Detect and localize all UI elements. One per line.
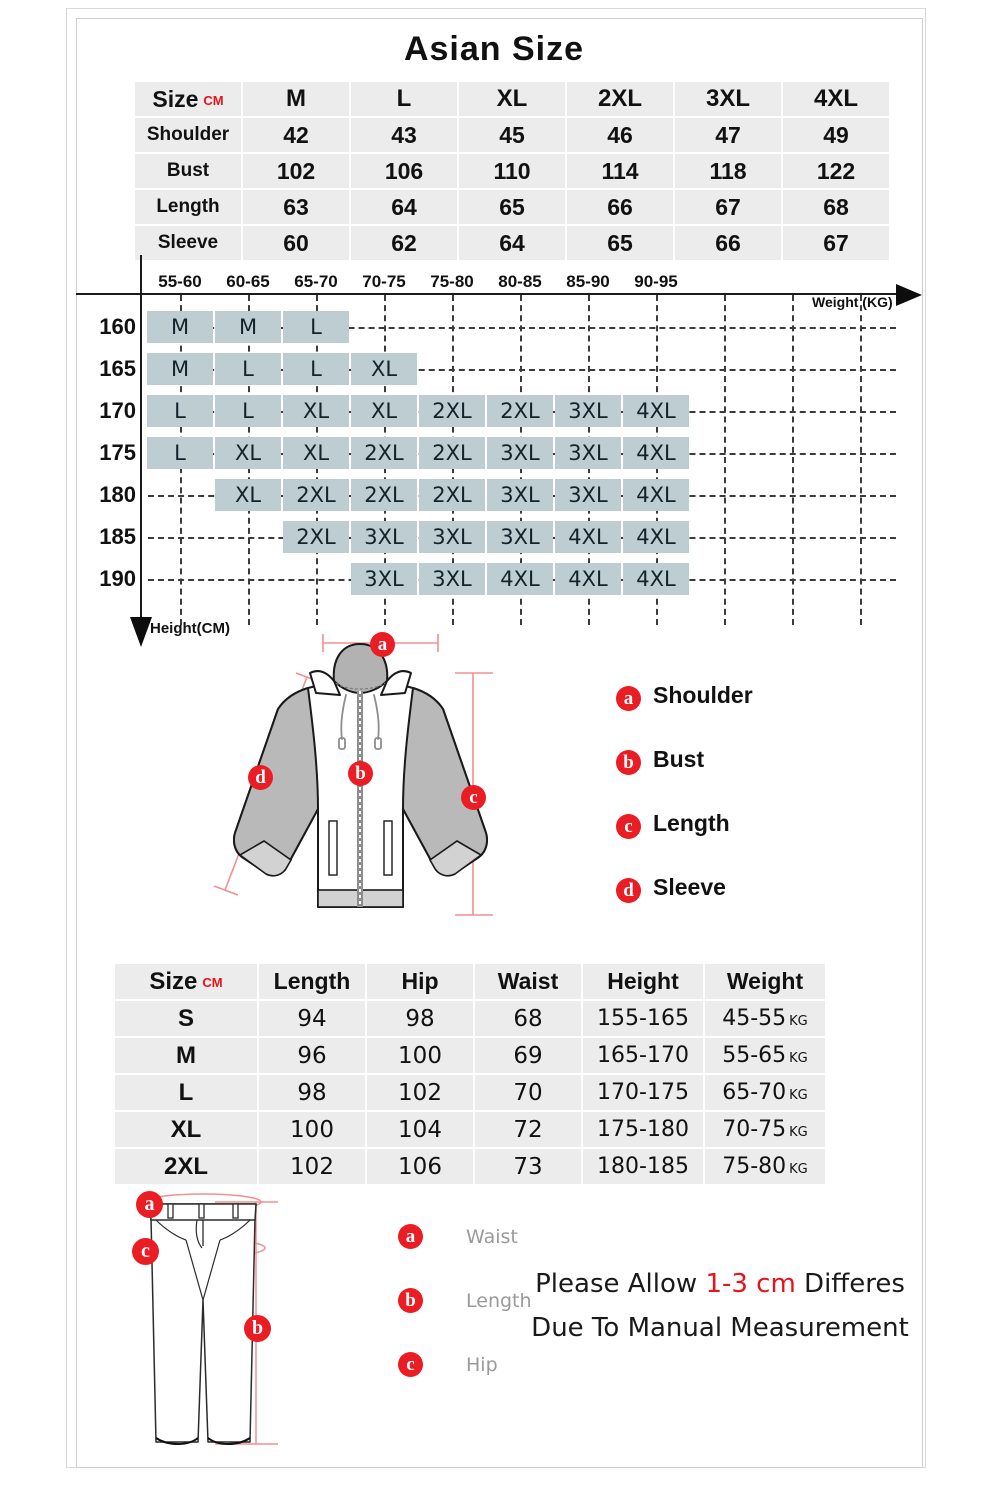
size-matrix-cell: XL	[283, 395, 349, 427]
legend-item	[616, 810, 906, 874]
size-matrix-cell: M	[215, 311, 281, 343]
jacket-measurement-legend	[616, 682, 906, 938]
table-cell-waist: 72	[475, 1112, 581, 1147]
table-cell-waist: 68	[475, 1001, 581, 1036]
disclaimer-tolerance: 1-3 cm	[705, 1269, 796, 1299]
pants-legend-label-length: Length	[466, 1290, 532, 1312]
column-header: 4XL	[783, 82, 889, 116]
table-cell: 46	[567, 118, 673, 152]
size-matrix-cell: 2XL	[283, 479, 349, 511]
legend-marker-c-icon: c	[616, 814, 641, 839]
legend-label-bust: Bust	[653, 746, 705, 772]
table-cell: 47	[675, 118, 781, 152]
table-cell: 106	[351, 154, 457, 188]
table-row	[115, 1112, 825, 1147]
size-matrix-cell: 2XL	[419, 395, 485, 427]
table-row	[135, 118, 889, 152]
measurement-disclaimer	[520, 1262, 920, 1350]
column-header: Height	[583, 964, 703, 999]
table-cell: 64	[459, 226, 565, 260]
table-cell-hip: 104	[367, 1112, 473, 1147]
disclaimer-text-a: Please Allow	[535, 1269, 706, 1299]
table-row	[115, 1001, 825, 1036]
row-header: Bust	[135, 154, 241, 188]
disclaimer-line-1	[520, 1262, 920, 1306]
jacket-illustration	[190, 625, 530, 940]
column-header: M	[243, 82, 349, 116]
unit-kg-label: KG	[789, 1088, 808, 1103]
table-cell-length: 94	[259, 1001, 365, 1036]
row-header-size: M	[115, 1038, 257, 1073]
pants-marker-b: b	[244, 1315, 271, 1342]
table-cell-waist: 73	[475, 1149, 581, 1184]
weight-column-header: 85-90	[566, 272, 610, 291]
size-matrix-cell: 3XL	[555, 479, 621, 511]
row-header-size: L	[115, 1075, 257, 1110]
size-matrix-cell: L	[147, 395, 213, 427]
pants-marker-c: c	[132, 1238, 159, 1265]
weight-axis-line	[76, 293, 906, 295]
table-cell: 68	[783, 190, 889, 224]
size-matrix-cell: 3XL	[487, 521, 553, 553]
page-title: Asian Size	[403, 30, 585, 68]
weight-column-header: 70-75	[362, 272, 406, 291]
table-cell: 63	[243, 190, 349, 224]
table-header-row	[135, 82, 889, 116]
pants-legend-marker-b-icon: b	[398, 1288, 423, 1313]
pants-legend-marker-a-icon: a	[398, 1224, 423, 1249]
height-row-header: 165	[99, 356, 136, 381]
legend-label-length: Length	[653, 810, 730, 836]
size-matrix-cell: 2XL	[419, 437, 485, 469]
table-cell-weight: 65-70 KG	[705, 1075, 825, 1110]
jacket-marker-c: c	[461, 785, 486, 810]
table-header-row	[115, 964, 825, 999]
table-cell: 114	[567, 154, 673, 188]
table-cell: 118	[675, 154, 781, 188]
height-weight-size-matrix	[0, 262, 988, 652]
size-matrix-cell: L	[283, 311, 349, 343]
table-cell-weight: 55-65 KG	[705, 1038, 825, 1073]
height-axis-line	[140, 255, 142, 627]
pants-illustration	[128, 1180, 428, 1465]
table-cell-height: 180-185	[583, 1149, 703, 1184]
size-matrix-cell: M	[147, 311, 213, 343]
table-cell-hip: 102	[367, 1075, 473, 1110]
table-row	[135, 226, 889, 260]
height-row-header: 175	[99, 440, 136, 465]
size-matrix-cell: 3XL	[419, 521, 485, 553]
column-header: 2XL	[567, 82, 673, 116]
legend-marker-d-icon: d	[616, 878, 641, 903]
column-header: L	[351, 82, 457, 116]
size-matrix-cell: L	[215, 353, 281, 385]
height-axis-arrow-icon	[130, 617, 152, 647]
size-matrix-cell: M	[147, 353, 213, 385]
pants-drawing-icon	[128, 1180, 428, 1465]
table-cell: 49	[783, 118, 889, 152]
table-cell-hip: 98	[367, 1001, 473, 1036]
table-cell: 42	[243, 118, 349, 152]
table-cell-height: 155-165	[583, 1001, 703, 1036]
size-matrix-cell: 3XL	[419, 563, 485, 595]
table-cell: 67	[675, 190, 781, 224]
legend-label-shoulder: Shoulder	[653, 682, 753, 708]
height-row-header: 180	[99, 482, 136, 507]
table-cell-weight: 45-55 KG	[705, 1001, 825, 1036]
row-header: Length	[135, 190, 241, 224]
column-header: Waist	[475, 964, 581, 999]
disclaimer-text-b: Differes	[795, 1269, 905, 1299]
table-cell-height: 165-170	[583, 1038, 703, 1073]
unit-cm-label: CM	[202, 974, 223, 990]
row-header: Shoulder	[135, 118, 241, 152]
size-matrix-cell: 3XL	[351, 563, 417, 595]
jacket-marker-a: a	[370, 632, 395, 657]
size-matrix-cell: L	[215, 395, 281, 427]
grid-vline	[860, 295, 862, 625]
legend-item	[616, 746, 906, 810]
size-matrix-cell: 2XL	[419, 479, 485, 511]
legend-item	[616, 874, 906, 938]
table-cell-height: 175-180	[583, 1112, 703, 1147]
table-cell: 66	[567, 190, 673, 224]
legend-marker-a-icon: a	[616, 686, 641, 711]
table-cell-length: 96	[259, 1038, 365, 1073]
height-row-header: 170	[99, 398, 136, 423]
row-header-size: XL	[115, 1112, 257, 1147]
table-row	[115, 1075, 825, 1110]
table-cell: 67	[783, 226, 889, 260]
table-cell: 62	[351, 226, 457, 260]
table-cell-waist: 69	[475, 1038, 581, 1073]
size-matrix-cell: 2XL	[351, 479, 417, 511]
column-header: XL	[459, 82, 565, 116]
height-axis-label: Height(CM)	[150, 620, 230, 637]
legend-label-sleeve: Sleeve	[653, 874, 726, 900]
table-cell-weight: 75-80 KG	[705, 1149, 825, 1184]
height-row-header: 190	[99, 566, 136, 591]
pants-legend-marker-c-icon: c	[398, 1352, 423, 1377]
table-cell-hip: 100	[367, 1038, 473, 1073]
table-cell: 45	[459, 118, 565, 152]
table-row	[135, 154, 889, 188]
unit-kg-label: KG	[789, 1014, 808, 1029]
table-cell-weight: 70-75 KG	[705, 1112, 825, 1147]
weight-column-header: 75-80	[430, 272, 474, 291]
row-header: Sleeve	[135, 226, 241, 260]
jacket-marker-d: d	[248, 765, 273, 790]
size-matrix-cell: 3XL	[487, 479, 553, 511]
table-cell: 65	[567, 226, 673, 260]
table-cell-waist: 70	[475, 1075, 581, 1110]
size-matrix-cell: 4XL	[623, 563, 689, 595]
table-cell-length: 100	[259, 1112, 365, 1147]
size-matrix-cell: 4XL	[623, 395, 689, 427]
size-unit-header: Size CM	[135, 82, 241, 116]
size-matrix-cell: L	[283, 353, 349, 385]
legend-marker-b-icon: b	[616, 750, 641, 775]
size-matrix-cell: 4XL	[555, 521, 621, 553]
weight-axis-label: Weight (KG)	[812, 294, 893, 310]
size-matrix-cell: 4XL	[623, 479, 689, 511]
weight-column-header: 65-70	[294, 272, 338, 291]
table-cell-height: 170-175	[583, 1075, 703, 1110]
size-matrix-cell: 3XL	[351, 521, 417, 553]
disclaimer-line-2: Due To Manual Measurement	[531, 1313, 909, 1343]
size-matrix-cell: 2XL	[283, 521, 349, 553]
unit-kg-label: KG	[789, 1162, 808, 1177]
size-matrix-cell: L	[147, 437, 213, 469]
table-cell: 110	[459, 154, 565, 188]
size-matrix-cell: 4XL	[487, 563, 553, 595]
table-cell: 64	[351, 190, 457, 224]
size-matrix-cell: 4XL	[623, 521, 689, 553]
row-header-size: S	[115, 1001, 257, 1036]
table-cell: 65	[459, 190, 565, 224]
column-header: 3XL	[675, 82, 781, 116]
table-cell: 43	[351, 118, 457, 152]
column-header: Length	[259, 964, 365, 999]
table-row	[115, 1149, 825, 1184]
table-cell: 66	[675, 226, 781, 260]
grid-vline	[792, 295, 794, 625]
size-matrix-cell: XL	[215, 479, 281, 511]
column-header: Weight	[705, 964, 825, 999]
size-matrix-cell: XL	[351, 395, 417, 427]
table-cell: 102	[243, 154, 349, 188]
size-matrix-cell: 3XL	[555, 395, 621, 427]
weight-column-header: 80-85	[498, 272, 542, 291]
table-cell: 60	[243, 226, 349, 260]
row-header-size: 2XL	[115, 1149, 257, 1184]
size-matrix-cell: XL	[215, 437, 281, 469]
height-row-header: 160	[99, 314, 136, 339]
height-row-header: 185	[99, 524, 136, 549]
weight-column-header: 55-60	[158, 272, 202, 291]
jacket-size-table	[133, 80, 891, 262]
table-row	[115, 1038, 825, 1073]
size-matrix-cell: 4XL	[623, 437, 689, 469]
table-cell-hip: 106	[367, 1149, 473, 1184]
size-matrix-cell: 2XL	[351, 437, 417, 469]
size-matrix-cell: 3XL	[555, 437, 621, 469]
size-matrix-cell: 4XL	[555, 563, 621, 595]
size-matrix-cell: XL	[283, 437, 349, 469]
unit-cm-label: CM	[203, 92, 224, 108]
table-cell-length: 102	[259, 1149, 365, 1184]
legend-item	[398, 1350, 578, 1414]
grid-vline	[724, 295, 726, 625]
weight-column-header: 90-95	[634, 272, 678, 291]
weight-column-header: 60-65	[226, 272, 270, 291]
pants-legend-label-hip: Hip	[466, 1354, 498, 1376]
size-matrix-cell: 2XL	[487, 395, 553, 427]
jacket-marker-b: b	[348, 761, 373, 786]
table-cell-length: 98	[259, 1075, 365, 1110]
size-matrix-cell: XL	[351, 353, 417, 385]
table-row	[135, 190, 889, 224]
table-cell: 122	[783, 154, 889, 188]
size-matrix-cell: 3XL	[487, 437, 553, 469]
column-header: Hip	[367, 964, 473, 999]
pants-marker-a: a	[136, 1191, 163, 1218]
pants-size-table	[113, 962, 827, 1186]
pants-legend-label-waist: Waist	[466, 1226, 518, 1248]
size-unit-header: Size CM	[115, 964, 257, 999]
unit-kg-label: KG	[789, 1125, 808, 1140]
legend-item	[616, 682, 906, 746]
unit-kg-label: KG	[789, 1051, 808, 1066]
weight-axis-arrow-icon	[896, 284, 922, 306]
